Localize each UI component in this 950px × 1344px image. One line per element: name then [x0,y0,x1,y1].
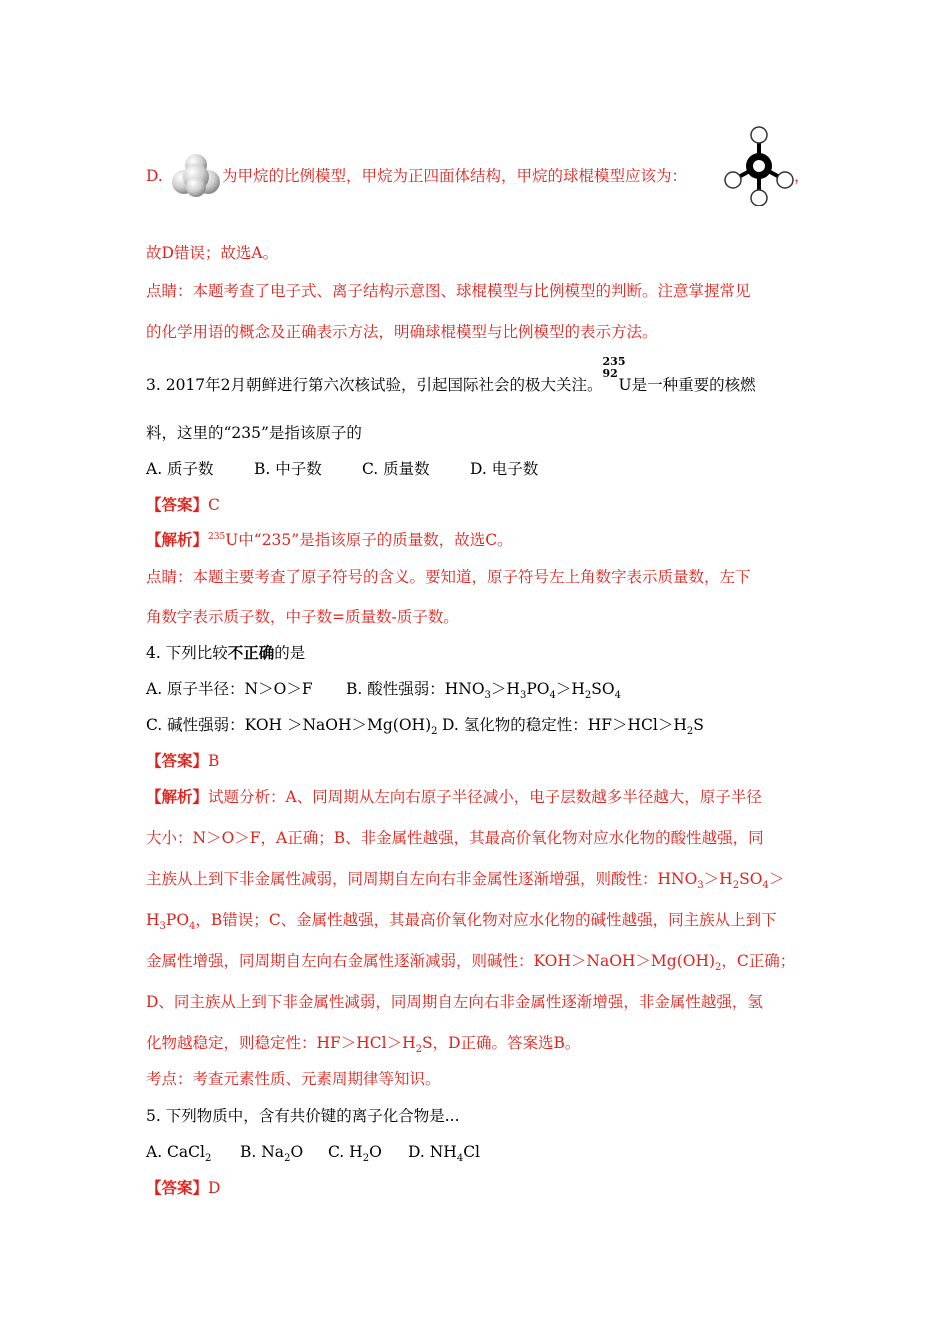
q3-note-line2: 角数字表示质子数，中子数=质量数-质子数。 [146,608,459,626]
q4-analysis-line6: D、同主族从上到下非金属性减弱，同周期自左向右非金属性逐渐增强，非金属性越强，氢 [146,993,763,1011]
q3-stem-line2: 料，这里的“235”是指该原子的 [146,424,362,442]
q3-options [146,459,538,479]
q2d-prefix: D. [146,167,163,185]
q3-option-a: A. 质子数 [146,460,214,478]
q4-options-row2 [146,715,704,738]
q4-analysis-line3: 主族从上到下非金属性减弱，同周期自左向右非金属性逐渐增强，则酸性：$HNO_3>H_2SO_4>$ [146,870,785,892]
q3-analysis [146,530,513,550]
isotope-atomic-number: 92 [602,367,618,380]
uranium-isotope-symbol [602,355,626,390]
q5-stem: 5. 下列物质中，含有共价键的离子化合物是... [146,1107,460,1125]
q3-option-d: D. 电子数 [470,460,539,478]
q4-analysis-line2: 大小：N＞O＞F，A正确；B、非金属性越强，其最高价氧化物对应水化物的酸性越强，同 [146,829,764,847]
answer-tag: 【答案】 [146,495,209,514]
q3-note-line1: 点睛：本题主要考查了原子符号的含义。要知道，原子符号左上角数字表示质量数，左下 [146,568,751,586]
analysis-tag: 【解析】 [146,530,209,549]
answer-value: B [208,752,220,770]
q4-answer [146,751,219,771]
q5-option-d: D. $NH_4Cl$ [408,1143,481,1165]
answer-tag: 【答案】 [146,1178,209,1197]
q2-note-line1: 点睛：本题考查了电子式、离子结构示意图、球棍模型与比例模型的判断。注意掌握常见 [146,282,751,300]
q4-analysis-line5: 金属性增强，同周期自左向右金属性逐渐减弱，则碱性：$KOH>NaOH>Mg(OH)_2$，C正确； [146,952,796,974]
isotope-element: U [618,376,632,394]
answer-value: D [208,1179,221,1197]
q4-analysis-line4: $H_3PO_4$，B错误；C、金属性越强，其最高价氧化物对应水化物的碱性越强，同主族从上到下 [146,911,777,933]
q4-stem-a: 4. 下列比较 [146,644,228,662]
isotope-mass-number: 235 [602,355,626,368]
q4-stem-b: 的是 [274,644,306,662]
answer-value: C [208,496,220,514]
q4-analysis-line7: 化物越稳定，则稳定性：$HF>HCl>H_2S$，D正确。答案选B。 [146,1034,581,1056]
analysis-text: U中“235”是指该原子的质量数，故选C。 [225,531,513,549]
analysis-tag: 【解析】 [146,787,209,806]
q5-option-a: A. CaCl$_2$ [146,1143,212,1165]
q4-analysis-line1 [146,787,762,807]
analysis-superscript: 235 [208,531,226,542]
q2-note-line2: 的化学用语的概念及正确表示方法，明确球棍模型与比例模型的表示方法。 [146,323,658,341]
q5-answer [146,1178,220,1198]
q2d-suffix: ， [794,167,810,185]
q5-options [146,1142,481,1165]
q5-option-b: B. $Na_2O$ [240,1143,304,1165]
q2d-text: 为甲烷的比例模型，甲烷为正四面体结构，甲烷的球棍模型应该为： [222,167,688,185]
q4-stem [146,643,305,663]
q4-option-c: C. 碱性强弱：KOH $>NaOH>Mg(OH)_2$ [146,716,438,738]
q3-option-c: C. 质量数 [362,460,430,478]
q2d-conclusion: 故D错误；故选A。 [146,244,279,262]
q4-option-b: B. 酸性强弱：$HNO_3>H_3PO_4>H_2SO_4$ [346,680,621,702]
q3-stem-part1: 3. 2017年2月朝鲜进行第六次核试验，引起国际社会的极大关注。 [146,376,603,394]
answer-tag: 【答案】 [146,751,209,770]
q3-option-b: B. 中子数 [254,460,322,478]
q4-option-d: D. 氢化物的稳定性：$HF>HCl>H_2S$ [442,716,704,738]
q4-options-row1 [146,679,621,702]
q2-option-d [146,166,163,186]
methane-ball-and-stick-model [723,126,795,206]
methane-space-filling-model [170,152,222,198]
q3-stem-part2: 是一种重要的核燃 [631,376,756,394]
q3-stem-line1 [146,355,756,395]
q4-kaodian: 考点：考查元素性质、元素周期律等知识。 [146,1070,441,1088]
q5-option-c: C. $H_2O$ [328,1143,382,1165]
q4-stem-emphasis: 不正确 [227,643,275,662]
q3-answer [146,495,220,515]
analysis-text: 试题分析：A、同周期从左向右原子半径减小，电子层数越多半径越大，原子半径 [208,788,762,806]
q4-option-a: A. 原子半径：N＞O＞F [146,680,313,698]
